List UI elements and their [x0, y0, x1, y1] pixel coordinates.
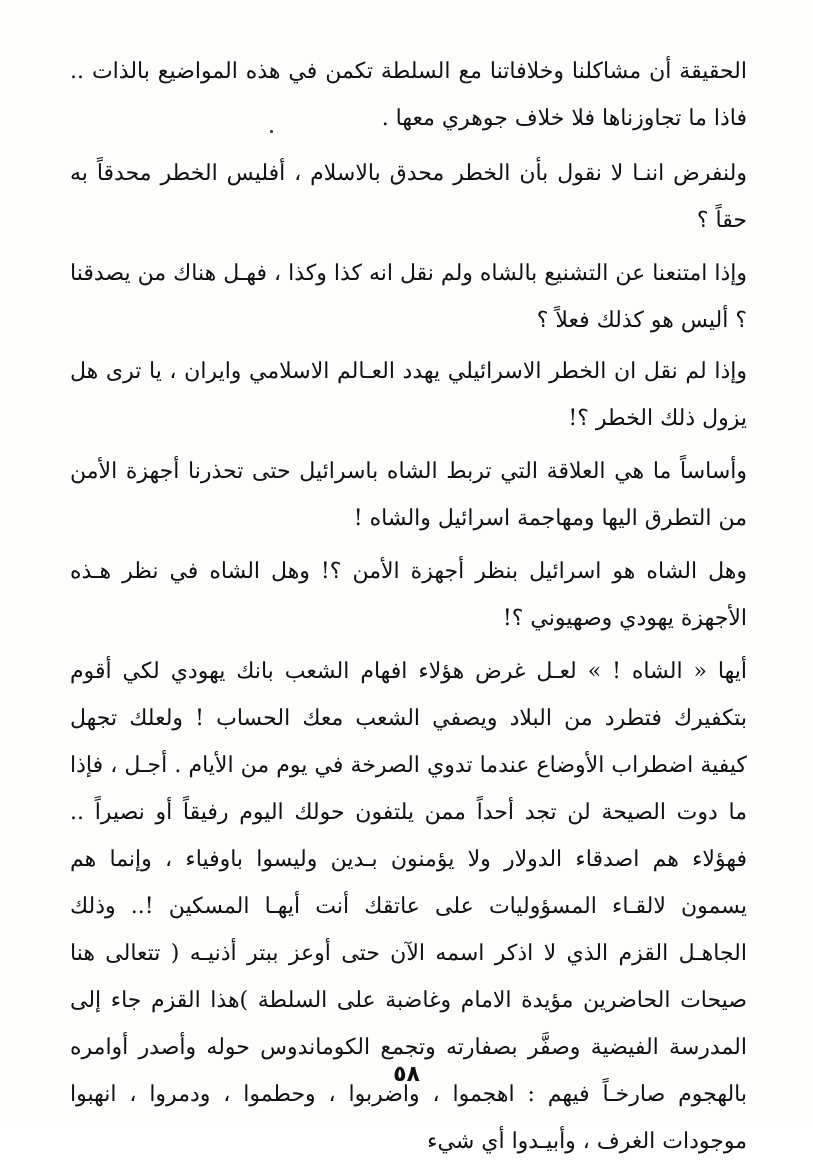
paragraph: وإذا امتنعنا عن التشنيع بالشاه ولم نقل انه كذا وكذا ، فهـل هناك من يصدقنا ؟ أليس هو كذلك فعلاً ؟ — [70, 261, 747, 333]
paragraph: وإذا لم نقل ان الخطر الاسرائيلي يهدد العـالم الاسلامي وايران ، يا ترى هل يزول ذلك الخطر ؟! — [70, 359, 747, 431]
body-text — [70, 48, 747, 1165]
paragraph: الحقيقة أن مشاكلنا وخلافاتنا مع السلطة تكمن في هذه المواضيع بالذات .. فاذا ما تجاوزناها فلا خلاف جوهري معها . — [70, 59, 747, 131]
page-number: ٥٨ — [393, 1062, 420, 1087]
paragraph: أيها « الشاه ! » لعـل غرض هؤلاء افهام الشعب بانك يهودي لكي أقوم بتكفيرك فتطرد من البلاد ويصفي الشعب معك الحساب ! ولعلك تجهل كيفية اضطراب الأوضاع عندما تدوي الصرخة في يوم من الأيام . أجـل ، فإذا ما دوت الصيحة لن تجد أحداً ممن يلتفون حولك اليوم رفيقاً أو نصيراً .. فهؤلاء هم اصدقاء الدولار ولا يؤمنون بـدين وليسوا باوفياء ، وإنما هم يسمون لالقـاء المسؤوليات على عاتقك أنت أيهـا المسكين !.. وذلك الجاهـل القزم الذي لا اذكر اسمه الآن حتى أوعز ببتر أذنيـه ( تتعالى هنا صيحات الحاضرين مؤيدة الامام وغاضبة على السلطة )هذا القزم جاء إلى المدرسة الفيضية وصفَّر بصفارته وتجمع الكوماندوس حوله وأصدر أوامره بالهجوم صارخـاً فيهم : اهجموا ، واضربوا ، وحطموا ، ودمروا ، انهبوا موجودات الغرف ، وأبيـدوا أي شيء — [70, 659, 747, 1154]
paragraph: وهل الشاه هو اسرائيل بنظر أجهزة الأمن ؟! وهل الشاه في نظر هـذه الأجهزة يهودي وصهيوني ؟! — [70, 559, 747, 631]
paragraph: وأساساً ما هي العلاقة التي تربط الشاه باسرائيل حتى تحذرنا أجهزة الأمن من التطرق اليها ومهاجمة اسرائيل والشاه ! — [70, 459, 747, 531]
paragraph: ولنفرض اننـا لا نقول بأن الخطر محدق بالاسلام ، أفليس الخطر محدقاً به حقاً ؟ — [70, 161, 747, 233]
